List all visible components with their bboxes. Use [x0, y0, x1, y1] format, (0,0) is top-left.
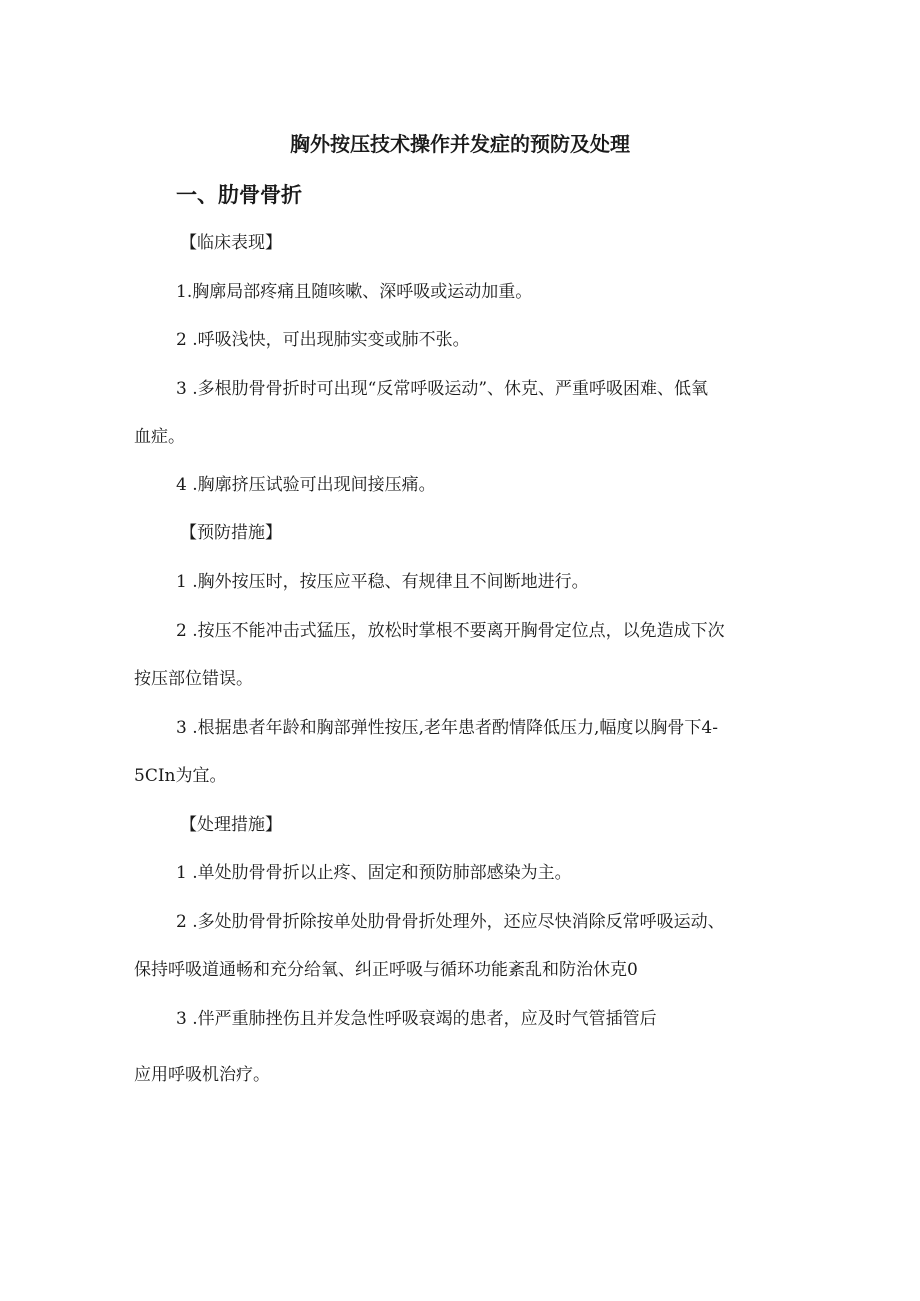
- prevention-label: 【预防措施】: [180, 523, 282, 543]
- prevention-item-3-continued: 5CIn为宜。: [134, 766, 227, 786]
- prevention-item-2: 2 .按压不能冲击式猛压，放松时掌根不要离开胸骨定位点，以免造成下次: [176, 621, 725, 641]
- clinical-item-1: 1.胸廓局部疼痛且随咳嗽、深呼吸或运动加重。: [176, 282, 533, 302]
- clinical-item-2: 2 .呼吸浅快，可出现肺实变或肺不张。: [176, 330, 470, 350]
- treatment-item-2-continued: 保持呼吸道通畅和充分给氧、纠正呼吸与循环功能紊乱和防治休克0: [134, 960, 638, 980]
- treatment-item-2: 2 .多处肋骨骨折除按单处肋骨骨折处理外，还应尽快消除反常呼吸运动、: [176, 912, 725, 932]
- treatment-label: 【处理措施】: [180, 815, 282, 835]
- clinical-item-3: 3 .多根肋骨骨折时可出现“反常呼吸运动”、休克、严重呼吸困难、低氧: [176, 379, 709, 399]
- document-title: 胸外按压技术操作并发症的预防及处理: [290, 132, 630, 156]
- clinical-item-3-continued: 血症。: [134, 427, 185, 447]
- prevention-item-2-continued: 按压部位错误。: [134, 669, 253, 689]
- treatment-item-1: 1 .单处肋骨骨折以止疼、固定和预防肺部感染为主。: [176, 863, 572, 883]
- section-heading: 一、肋骨骨折: [176, 183, 302, 207]
- clinical-label: 【临床表现】: [180, 233, 282, 253]
- prevention-item-1: 1 .胸外按压时，按压应平稳、有规律且不间断地进行。: [176, 572, 589, 592]
- clinical-item-4: 4 .胸廓挤压试验可出现间接压痛。: [176, 475, 436, 495]
- treatment-item-3: 3 .伴严重肺挫伤且并发急性呼吸衰竭的患者，应及时气管插管后: [176, 1009, 657, 1029]
- treatment-item-3-continued: 应用呼吸机治疗。: [134, 1065, 270, 1085]
- prevention-item-3: 3 .根据患者年龄和胸部弹性按压,老年患者酌情降低压力,幅度以胸骨下4-: [176, 718, 718, 738]
